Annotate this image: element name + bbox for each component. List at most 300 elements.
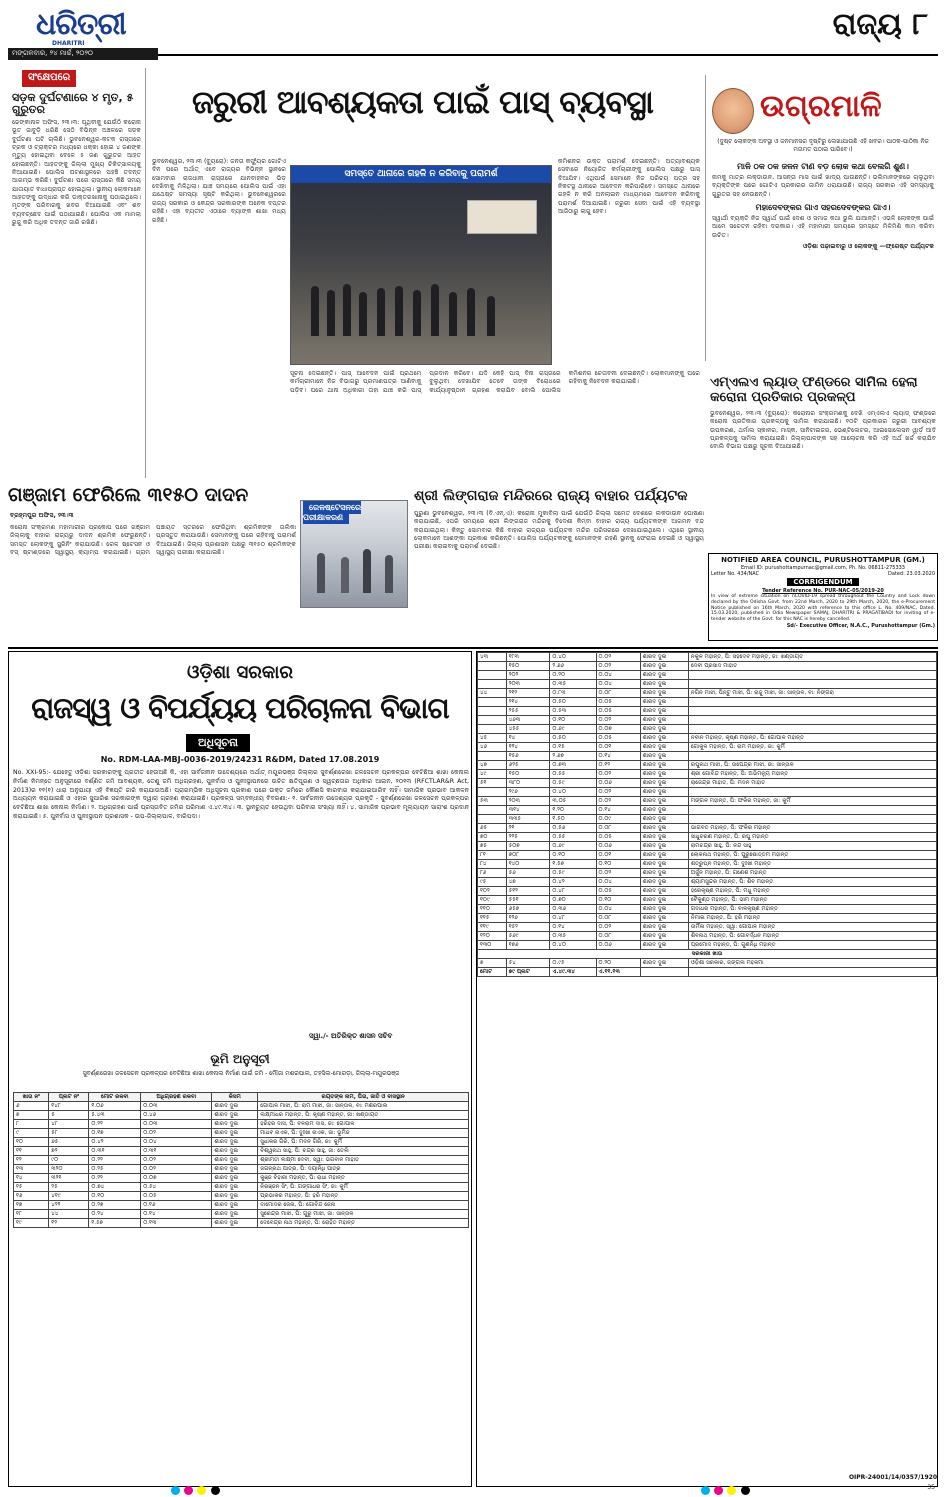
table-cell: ନକୁଳ ମହାନ୍ତ, ପି: ସହଦେବ ମହାନ୍ତ, ଜା: ଖଣ୍ଡାୟତ: [688, 653, 936, 662]
table-cell: ୦.୦୩: [141, 1120, 212, 1129]
table-row: [478, 716, 937, 725]
person-figure: [395, 286, 403, 336]
person-figure: [377, 288, 385, 336]
table-cell: ୭୯ ପ୍ଲଟ: [506, 968, 550, 977]
table-row: [478, 905, 937, 914]
table-cell: ଶାରଦ ଦୁଇ: [640, 878, 688, 887]
table-header-cell: ପ୍ଲଟ ନଂ: [49, 1093, 89, 1102]
person-figure: [431, 284, 439, 336]
table-cell: ୫: [49, 1111, 89, 1120]
table-cell: ଶାରଦ ଦୁଇ: [212, 1165, 258, 1174]
table-cell: ଶାରଦ ଦୁଇ: [640, 923, 688, 932]
table-cell: ୦.୫୦: [550, 734, 596, 743]
table-cell: ୧୪: [506, 734, 550, 743]
notice-tender: Tender Reference No. PUR-NAC-05/2019-20: [762, 588, 884, 594]
table-cell: ଶାରଦ ଦୁଇ: [640, 941, 688, 950]
section-divider: [8, 647, 938, 649]
lingaraj-headline: ଶ୍ରୀ ଲିଙ୍ଗରାଜ ମନ୍ଦିରରେ ରାଜ୍ୟ ବାହାର ପର୍ଯ୍ୟଟକ: [414, 488, 688, 504]
person-figure: [385, 555, 393, 593]
cyan-dot-icon: [171, 1486, 180, 1495]
table-cell: ୦.୪୨: [550, 878, 596, 887]
table-cell: ୬୫୭: [506, 905, 550, 914]
table-cell: ୪୮: [49, 1120, 89, 1129]
person-figure: [341, 557, 349, 593]
table-cell: ୨୦୩: [506, 680, 550, 689]
newspaper-logo-sub: DHARITRI: [52, 40, 85, 47]
table-cell: ୧.୫୭: [89, 1219, 141, 1228]
uggamali-sub1: ମାଳି ଠକ ଠକ ଜଳନ ଟାଣ ବଡ଼ ଲୋକ କଥା ବେଲଗି ଶୁଣ।: [737, 162, 909, 171]
table-cell: ହରେକୃଷ୍ଣ ମହାନ୍ତ, ପି: ମଧୁ ମହାନ୍ତ: [688, 887, 936, 896]
table-cell: ୧.୫୭: [550, 860, 596, 869]
table-row: [14, 1156, 469, 1165]
table-cell: ନିମାଇ ମହାନ୍ତ, ପି: ହରି ମହାନ୍ତ: [688, 914, 936, 923]
table-cell: ୦.୦୨: [596, 770, 640, 779]
table-cell: ୩୧୪: [506, 806, 550, 815]
table-cell: ଶାରଦ ଦୁଇ: [640, 842, 688, 851]
table-cell: ମୋଟ: [478, 968, 507, 977]
table-cell: ୦.୧୨: [596, 761, 640, 770]
table-cell: ୦.୦୩: [141, 1102, 212, 1111]
table-cell: ୯୦: [49, 1156, 89, 1165]
table-cell: ୧୫୨: [506, 923, 550, 932]
schedule-continued: [476, 651, 938, 1487]
table-cell: ୧.୨୦: [550, 806, 596, 815]
table-row: [14, 1147, 469, 1156]
table-cell: ପ୍ରଭାକର ମହାନ୍ତ, ପି: ହରି ମହାନ୍ତ: [258, 1192, 469, 1201]
ad-schedule-title: ଭୂମି ଅନୁସୂଚୀ: [210, 1052, 270, 1066]
table-cell: ୬: [14, 1102, 49, 1111]
table-cell: ୦.୦୨: [596, 653, 640, 662]
table-cell: ୭୦: [478, 833, 507, 842]
table-cell: [688, 752, 936, 761]
table-cell: [478, 725, 507, 734]
table-cell: ଶାରଦ ଦୁଇ: [212, 1192, 258, 1201]
person-figure: [449, 292, 457, 336]
table-cell: ଶାରଦ ଦୁଇ: [212, 1183, 258, 1192]
table-row: [14, 1174, 469, 1183]
table-cell: ସାଧୁଚରଣ ମହାନ୍ତ, ପି: ରଘୁ ମହାନ୍ତ: [688, 833, 936, 842]
table-cell: ୧୨୬: [506, 914, 550, 923]
table-cell: ଶାରଦ ଦୁଇ: [640, 914, 688, 923]
table-cell: ୦.୭୪: [89, 1183, 141, 1192]
uggamali-title: ଉଗ୍ରମାଳି: [760, 89, 882, 124]
table-cell: [688, 968, 936, 977]
table-cell: ୧୭୬: [506, 941, 550, 950]
table-cell: ଶାରଦ ଦୁଇ: [212, 1147, 258, 1156]
notice-org: NOTIFIED AREA COUNCIL, PURUSHOTTAMPUR (GM.): [721, 556, 925, 564]
table-cell: ୫୫୧: [506, 896, 550, 905]
table-cell: ୫.୪୩: [89, 1111, 141, 1120]
table-cell: ୦.୦୪: [596, 671, 640, 680]
table-cell: ୪୯: [478, 770, 507, 779]
government-notification-ad: [8, 651, 472, 1487]
table-cell: [688, 707, 936, 716]
table-cell: ୦.୦୧: [596, 743, 640, 752]
table-cell: ଶାରଦ ଦୁଇ: [640, 932, 688, 941]
table-cell: ୦.୪୮: [550, 914, 596, 923]
person-figure: [359, 292, 367, 336]
lead-photo: [290, 165, 552, 365]
table-cell: ଶାରଦ ଦୁଇ: [640, 851, 688, 860]
table-cell: ଶାରଦ ଦୁଇ: [640, 662, 688, 671]
table-cell: ୧୫: [14, 1183, 49, 1192]
table-cell: ୦.୦୬: [596, 779, 640, 788]
table-cell: ୪୭: [506, 878, 550, 887]
table-cell: ୦.୬୯: [550, 842, 596, 851]
table-cell: ମାଧବ ନାଏକ, ପି: ଦୁଃଖୀ ନାଏକ, ଜା: ଭୂମିଜ: [258, 1129, 469, 1138]
table-cell: ଶାରଦ ଦୁଇ: [640, 815, 688, 824]
uggamali-sign: ଓଡ଼ିଶା ପଢ଼ାଇବାରୁ ଓ ଲୋକଙ୍କୁ —ଫ୍ରେଷ୍ଟ ପର୍ଯ୍ୟଟକ: [803, 243, 934, 251]
table-cell: ସୁଧାକର ଗିରି, ପି: ମଦନ ଗିରି, ଜା: କୁର୍ମି: [258, 1138, 469, 1147]
notice-title: CORRIGENDUM: [787, 578, 858, 586]
table-cell: ୭: [478, 959, 507, 968]
table-cell: ୫୬: [506, 869, 550, 878]
table-cell: ଶାରଦ ଦୁଇ: [212, 1138, 258, 1147]
person-figure: [317, 553, 325, 593]
table-cell: ୦.୫୦: [550, 698, 596, 707]
table-header-cell: ରୟତଙ୍କ ନାମ, ପିତା, ଜାତି ଓ ବାସସ୍ଥାନ: [258, 1093, 469, 1102]
table-cell: ୦.୨୪: [89, 1210, 141, 1219]
table-cell: ଶାରଦ ଦୁଇ: [212, 1201, 258, 1210]
table-cell: ୦.୧୦: [550, 851, 596, 860]
table-row: [478, 896, 937, 905]
ad-department: ରାଜସ୍ୱ ଓ ବିପର୍ଯ୍ୟୟ ପରିଚାଳନା ବିଭାଗ: [31, 691, 449, 725]
table-cell: ଶାରଦ ଦୁଇ: [640, 770, 688, 779]
table-cell: ୦.୦୨: [141, 1165, 212, 1174]
table-cell: ୧୧୯: [478, 923, 507, 932]
table-cell: ୨୦୩: [506, 797, 550, 806]
table-cell: ୦.୦୯: [596, 815, 640, 824]
table-cell: ଶାରଦ ଦୁଇ: [640, 959, 688, 968]
table-row: [478, 851, 937, 860]
table-cell: ୭୨: [49, 1147, 89, 1156]
table-cell: ୪୪: [478, 689, 507, 698]
table-cell: ୧୨୦: [478, 932, 507, 941]
person-figure: [363, 549, 371, 593]
table-cell: ୧୨: [49, 1219, 89, 1228]
uggamali-content: [712, 158, 934, 252]
table-cell: ରାମଚନ୍ଦ୍ର ସାହୁ, ପି: ନନ୍ଦ ସାହୁ: [688, 842, 936, 851]
table-cell: ୬୨୫: [506, 761, 550, 770]
table-cell: ଲୋକନାଥ ମହାନ୍ତ, ପି: ପୁରୁଷୋତ୍ତମ ମହାନ୍ତ: [688, 851, 936, 860]
table-row: [478, 770, 937, 779]
table-cell: ଶାରଦ ଦୁଇ: [640, 725, 688, 734]
table-cell: ୦.୫୬: [550, 824, 596, 833]
table-row: [478, 815, 937, 824]
ad-signature: ସ୍ୱା./- ଅତିରିକ୍ତ ଶାସନ ସଚିବ: [309, 1032, 393, 1040]
table-cell: ୧୧୦: [478, 905, 507, 914]
table-cell: ୦.୫୩: [550, 707, 596, 716]
table-cell: [478, 752, 507, 761]
table-cell: ୪୫୫: [506, 725, 550, 734]
table-cell: ୦.୦୮: [596, 689, 640, 698]
table-row: [14, 1111, 469, 1120]
table-cell: ସୁରେନ୍ଦ୍ର ମାଝୀ, ପି: ଗୁରୁ ମାଝୀ, ଜା: ସାନ୍ତାଳ: [258, 1210, 469, 1219]
table-cell: ନବୀନ ମହାନ୍ତ, କୃଷ୍ଣ ମହାନ୍ତ, ପି: ଗୋପାଳ ମହାନ୍ତ: [688, 734, 936, 743]
table-cell: ୨୧: [506, 824, 550, 833]
table-row: [478, 761, 937, 770]
table-cell: ୪୬୩: [506, 716, 550, 725]
table-cell: ୦.୦୨: [596, 788, 640, 797]
table-cell: [478, 815, 507, 824]
table-cell: ଶାରଦ ଦୁଇ: [212, 1156, 258, 1165]
table-cell: ୦.୦୨: [596, 716, 640, 725]
ad-govt: ଓଡ଼ିଶା ସରକାର: [187, 662, 293, 683]
table-cell: ୦.୦୭: [596, 725, 640, 734]
table-cell: ଶାରଦ ଦୁଇ: [640, 734, 688, 743]
table-cell: ଶାରଦ ଦୁଇ: [212, 1111, 258, 1120]
table-cell: ୦.୨୦: [550, 671, 596, 680]
table-cell: ୩୮୦: [506, 779, 550, 788]
table-cell: ୫୧୨: [506, 887, 550, 896]
masthead: [8, 4, 938, 56]
ad-text: No. XXI-95:- ଯେହେତୁ ଓଡ଼ିଶା ସରକାରଙ୍କୁ ପ୍ରତୀତ ହେଉଅଛି କି, ଏହା ସାର୍ବଜନୀନ ଉଦ୍ଦେଶ୍ୟରେ ଅର୍ଥାତ୍ ମୟୂରଭଞ୍ଜ ଜିଲ୍ଲାର ସୁବର୍ଣ୍ଣରେଖା ଜଳସେଚନ ପ୍ରକଳ୍ପର ବେଟିଛିଆ ଶାଖା କେନାଲ ନିର୍ମାଣ ନିମନ୍ତେ ଅନୁସୂଚୀରେ ବର୍ଣ୍ଣିତ ଜମି ଆବଶ୍ୟକ, ତେଣୁ ଜମି ଅଧିଗ୍ରହଣ, ପୁନର୍ବାସ ଓ ପୁନଃସ୍ଥାପନରେ ଉଚିତ କ୍ଷତିପୂରଣ ଓ ସ୍ୱଚ୍ଛତାର ଅଧିକାର ଆଇନ, ୨୦୧୩ (RFCTLAR&R Act, 2013)ର ୧୧(୧) ଧାରା ଅନୁଯାୟୀ ଏହି ବିଜ୍ଞପ୍ତି ଜାରି କରାଯାଉଅଛି। ପ୍ରାରମ୍ଭିକ ଅଧିସୂଚନା ପ୍ରକାଶ ପରେ ଉକ୍ତ ଜମିରେ କୌଣସି କାରବାର କରାଯାଇପାରିବ ନାହିଁ। ସାମାଜିକ ପ୍ରଭାବ ଆକଳନ ଅଧ୍ୟୟନ କରାଯାଇଛି ଓ ଏହାର ସୁପାରିଶ ସରକାରଙ୍କ ଦ୍ୱାରା ଗ୍ରହଣ କରାଯାଇଛି। ପ୍ରକଳ୍ପ ସମ୍ବନ୍ଧୀୟ ବିବରଣୀ:- ୧. ସାର୍ବଜନୀନ ଉଦ୍ଦେଶ୍ୟର ପ୍ରକୃତି - ସୁବର୍ଣ୍ଣରେଖା ଜଳସେଚନ ପ୍ରକଳ୍ପର ବେଟିଛିଆ ଶାଖା କେନାଲ ନିର୍ମାଣ। ୨. ଅଧିଗ୍ରହଣ ପାଇଁ ପ୍ରସ୍ତାବିତ ଜମିର ପରିମାଣ ଏ.୪୯.୩୪। ୩. ସ୍ଥାନଚ୍ୟୁତ ହେଉଥିବା ପରିବାର ସଂଖ୍ୟା ନାହିଁ। ୪. ସାମାଜିକ ପ୍ରଭାବ ମୂଲ୍ୟାୟନ ସାରାଂଶ ପ୍ରଦାନ କରାଯାଇଛି। ୫. ପୁନର୍ବାସ ଓ ପୁନଃସ୍ଥାପନ ପ୍ରଶାସକ - ଉପ-ଜିଲ୍ଲାପାଳ, ବାରିପଦା।: [13, 769, 469, 820]
color-registration-marks: [700, 1486, 751, 1497]
table-cell: ୦.୨୫: [89, 1165, 141, 1174]
table-cell: ଶାରଦ ଦୁଇ: [212, 1120, 258, 1129]
black-dot-icon: [211, 1486, 220, 1495]
table-cell: ୦.୮୩: [550, 689, 596, 698]
table-header-cell: ମୋଟ ରକବା: [89, 1093, 141, 1102]
table-cell: ୦.୫୪: [141, 1183, 212, 1192]
table-cell: ପ୍ରମୋଦ ମହାନ୍ତ, ପି: ଗୁଣନିଧି ମହାନ୍ତ: [688, 941, 936, 950]
table-row: [478, 734, 937, 743]
table-row: [14, 1219, 469, 1228]
table-row: [478, 833, 937, 842]
notice-date: Dated: 23.03.2020: [887, 571, 935, 577]
table-cell: ୧୪୮: [49, 1102, 89, 1111]
table-cell: ୧୫୦: [506, 770, 550, 779]
table-cell: ଶାରଦ ଦୁଇ: [640, 896, 688, 905]
table-cell: ୦.୦୮: [596, 932, 640, 941]
table-cell: ୧୮୩: [506, 653, 550, 662]
table-row: [14, 1129, 469, 1138]
table-cell: ୧୪: [14, 1174, 49, 1183]
table-cell: ଶ୍ୟାମସୁନ୍ଦର ମହାନ୍ତ, ପି: ଶିବ ମହାନ୍ତ: [688, 878, 936, 887]
table-row: [14, 1210, 469, 1219]
person-figure: [311, 286, 319, 336]
table-cell: ଶାରଦ ଦୁଇ: [640, 869, 688, 878]
person-figure: [413, 290, 421, 336]
table-cell: ୦.୭୦: [550, 896, 596, 905]
magenta-dot-icon: [714, 1486, 723, 1495]
table-cell: ଲକ୍ଷ୍ମୀଧର ମହାନ୍ତ, ପି: କୃଷ୍ଣ ମହାନ୍ତ, ଜା: ଖଣ୍ଡାୟତ: [258, 1111, 469, 1120]
ad-notification-label: ଅଧିସୂଚନା: [186, 734, 250, 752]
table-row: [478, 950, 937, 959]
table-cell: ଶାରଦ ଦୁଇ: [212, 1129, 258, 1138]
briefs-body: ଢେଙ୍କାନାଳ ଅଫିସ, ୨୩।୩: ପୃଥିବୀକୁ ଯେଉଁଠି କରୋନା ଭୂତ ଜାବୁଡ଼ି ଧରିଛି ସେଠି ବିଭିନ୍ନ ଅଞ୍ଚଳରେ ସଡ଼କ ଦୁର୍ଘଟଣା ଘଟି ଚାଲିଛି। ଭୁବନେଶ୍ୱର-କଟକ ରାସ୍ତାରେ ଟ୍ରକ ଓ ଟ୍ରାକ୍ଟର ମଧ୍ୟରେ ଧକ୍କା ହୋଇ ୪ ଜଣଙ୍କ ମୃତ୍ୟୁ ହୋଇଥିବା ବେଳେ ୫ ଜଣ ଗୁରୁତର ଆହତ ହୋଇଛନ୍ତି। ଆହତଙ୍କୁ ଜିଲ୍ଲା ମୁଖ୍ୟ ଚିକିତ୍ସାଳୟକୁ ନିଆଯାଇଛି। ପୋଲିସ ଘଟଣାସ୍ଥଳରେ ପହଞ୍ଚି ତଦନ୍ତ ଆରମ୍ଭ କରିଛି। ଦୁର୍ଘଟଣା ପରେ ରାସ୍ତାରେ କିଛି ସମୟ ଯାତାୟାତ ବାଧାପ୍ରାପ୍ତ ହୋଇଥିଲା। ସ୍ଥାନୀୟ ଲୋକମାନେ ଆହତଙ୍କୁ ଉଦ୍ଧାର କରି ଡାକ୍ତରଖାନାକୁ ପଠାଇଥିଲେ। ମୃତଙ୍କ ପରିବାରକୁ ଖବର ଦିଆଯାଇଛି ଏବଂ ଶବ ବ୍ୟବଚ୍ଛେଦ ପାଇଁ ପଠାଯାଇଛି। ପୋଲିସ ଏକ ମାମଲା ରୁଜୁ କରି ଅଧିକ ତଦନ୍ତ ଜାରି ରଖିଛି।: [12, 118, 141, 227]
table-cell: ୦.୪୦: [550, 653, 596, 662]
table-cell: ୦.୪୦: [550, 941, 596, 950]
table-cell: ୦.୪୨: [89, 1138, 141, 1147]
screening-photo: [300, 500, 408, 608]
table-cell: ୨୯୬: [506, 788, 550, 797]
table-cell: ଦେବେନ୍ଦ୍ର ନାଥ ମହାନ୍ତ, ପି: ରୋହିତ ମହାନ୍ତ: [258, 1219, 469, 1228]
table-cell: ୧.୫୦: [550, 815, 596, 824]
table-cell: ଶାରଦ ଦୁଇ: [640, 761, 688, 770]
table-cell: ୯: [14, 1129, 49, 1138]
table-cell: ୦.୭୩: [550, 761, 596, 770]
corrigendum-notice: [708, 553, 938, 641]
lead-col-2: କମିଶନର ଉକ୍ତ ପରାମର୍ଶ ଦେଇଛନ୍ତି। ଅତ୍ୟାବଶ୍ୟକ ସେବାରେ ନିୟୋଜିତ କର୍ମଚାରୀଙ୍କୁ ପୋଲିସ ପକ୍ଷରୁ ପାସ୍ ଦିଆଯିବ। ଏଥିପାଇଁ ସେମାନେ ନିଜ ପରିଚୟ ପତ୍ର ସହ ନିକଟସ୍ଥ ଥାନାରେ ଆବେଦନ କରିପାରିବେ। ସମସ୍ତେ ଥାନାରେ ଗହଳି ନ କରି ଅନଲାଇନ ମାଧ୍ୟମରେ ଆବେଦନ କରିବାକୁ ପରାମର୍ଶ ଦିଆଯାଇଛି। ଜରୁରୀ ସେବା ପାଇଁ ଏହି ବ୍ୟବସ୍ଥା ଆଜିଠାରୁ ଲାଗୁ ହେବ।: [558, 158, 700, 216]
notice-body: In view of extreme situation on nCOVID-19 spread throughout the Country and Lock down declared by the Odisha Govt. from 22nd March, 2020 to 29th March, 2020, the e-Procurement Notice published on 16th March, 2020 with reference to this office L. No. 409/NAC, Dated. 15.03.2020, published in Odia Newspaper SAMAJ, DHARITRI & PRAGATIBADI for inviting of e-tender website of the Govt. for this NAC is hereby cancelled.: [711, 594, 935, 623]
lead-photo-caption: ସମସ୍ତେ ଥାନାରେ ଗହଳି ନ କରିବାକୁ ପରାମର୍ଶ: [291, 166, 551, 183]
table-row: [14, 1102, 469, 1111]
table-cell: ୧୭: [14, 1201, 49, 1210]
uggamali-body1: ନାମକୁ ମାତ୍ର ଲକ୍ଡାଉନ, ଆସନ୍ତା ମାସ ପାଇଁ ଖାଦ୍ୟ ପାଉଛନ୍ତି। ଭଲିମାନଙ୍କରେ ଚାଲୁଥିବା ବ୍ୟକ୍ତିଙ୍କ ପରେ ଗୋଟିଏ ପ୍ରକାରର ଜାମିନ ଧରାଯାଉଛି। ରାଜ୍ୟ ସରକାର ଏହି ସମସ୍ୟାକୁ ଗୁରୁତର ସହ ନେଉଛନ୍ତି।: [712, 174, 934, 198]
table-cell: ଶାରଦ ଦୁଇ: [212, 1210, 258, 1219]
table-cell: [478, 680, 507, 689]
page-number: 35: [927, 1484, 935, 1491]
table-row: [478, 797, 937, 806]
table-cell: ୧୬: [14, 1192, 49, 1201]
table-cell: ୦.୫୯: [550, 869, 596, 878]
briefs-kicker: ସଂକ୍ଷେପରେ: [22, 70, 76, 87]
table-cell: ୧୦: [14, 1138, 49, 1147]
table-cell: ଦାମୋଦର ଜେନା, ପି: ଗୋବିନ୍ଦ ଜେନା: [258, 1201, 469, 1210]
table-cell: ୦.୪୦: [550, 788, 596, 797]
table-cell: ୫୧: [478, 779, 507, 788]
table-row: [478, 680, 937, 689]
table-cell: ୨୫: [49, 1183, 89, 1192]
table-row: [478, 824, 937, 833]
table-cell: ମଙ୍ଗଳ ମହାନ୍ତ, ପି: ଫକିର ମହାନ୍ତ, ଜା: କୁର୍ମି: [688, 797, 936, 806]
briefs-headline: ସଡ଼କ ଦୁର୍ଘଟଣାରେ ୪ ମୃତ, ୫ ଗୁରୁତର: [12, 90, 134, 117]
table-cell: ୦.୦୪: [596, 680, 640, 689]
table-cell: ୧୧୫: [478, 914, 507, 923]
notice-email: Email ID: purushottampurnac@gmail.com, Ph. No. 06811-275333: [741, 564, 905, 571]
table-cell: ୩.୦୫: [550, 797, 596, 806]
mla-body: ଭୁବନେଶ୍ୱର, ୨୩।୩ (ବ୍ୟୁରୋ): କରୋନାର ସଂକ୍ରମଣକୁ ଦେଖି ଏମ୍ଏଲଏ ଲ୍ୟାଡ୍ ଫଣ୍ଡରେ କରୋନା ପ୍ରତିକାର ପ୍ରକଳ୍ପକୁ ସାମିଲ କରାଯାଇଛି। ୧୦ଟି ପ୍ରକାରର ଜରୁରୀ ଆବଶ୍ୟକ ଉପକରଣ, ଥର୍ମାଲ ସ୍କାନର, ମାସ୍କ, ସାନିଟାଇଜର, ଭେଣ୍ଟିଲେଟର, ଆଇସୋଲେସନ ୱାର୍ଡ଼ ଆଦି ପ୍ରକଳ୍ପକୁ ସାମିଲ କରାଯାଇଛି। ଜିଲ୍ଲାପାଳଙ୍କ ସହ ଆଲୋଚନା କରି ଏହି ଅର୍ଥ ଖର୍ଚ୍ଚ କରାଯିବ ବୋଲି ବିଭାଗ ପକ୍ଷରୁ ସୂଚନା ଦିଆଯାଇଛି।: [710, 410, 936, 451]
table-cell: ୧୨୪: [506, 743, 550, 752]
table-cell: ୦.୦୫: [596, 833, 640, 842]
table-cell: ୦.୦୫: [141, 1192, 212, 1201]
table-cell: ୦.୦୨: [141, 1129, 212, 1138]
table-row: [478, 662, 937, 671]
table-header-cell: ଖାତା ନଂ: [14, 1093, 49, 1102]
dateline: ମଙ୍ଗଳବାର, ୨୪ ମାର୍ଚ୍ଚ, ୨୦୨୦: [8, 48, 158, 60]
table-cell: ୮୧: [478, 851, 507, 860]
table-cell: ୯୫: [478, 878, 507, 887]
table-cell: ବିଶ୍ୱନାଥ ସାହୁ, ପି: ଚନ୍ଦ୍ର ସାହୁ, ଜା: ତେଲି: [258, 1147, 469, 1156]
screening-tag: ରେଳଷ୍ଟେସନରେ ପରୀକ୍ଷାକରଣ: [303, 503, 362, 522]
ad-reference: No. RDM-LAA-MBJ-0036-2019/24231 R&DM, Dated 17.08.2019: [100, 755, 380, 764]
table-cell: ଓଡ଼ିଶା ସରକାର, ଜଙ୍ଗଲ ମହକମା: [688, 959, 936, 968]
cyan-dot-icon: [701, 1486, 710, 1495]
table-cell: ୦.୧୦: [550, 716, 596, 725]
uggamali-intro: (ଦୁଷ୍ଟ ଲୋକଙ୍କ ଅବସ୍ଥା ଓ ଜନମାନସର ଦୃଷ୍ଟିରୁ ଲେଖାଯାଉଛି ଏହି ଖବର। ପାଠକ-ପାଠିକା ନିଜ ମତାମତ ପଠାଇ ପାରିବେ।): [717, 138, 929, 154]
table-cell: ଶାରଦ ଦୁଇ: [640, 860, 688, 869]
table-cell: ୧୫୦: [506, 662, 550, 671]
table-cell: ଏ.୧୧.୧୩: [596, 968, 640, 977]
table-cell: ୦.୦୫: [596, 698, 640, 707]
ganjam-dateline: ବ୍ରହ୍ମପୁର ଅଫିସ, ୨୩।୩: [10, 512, 74, 519]
table-cell: ଅର୍ଜୁନ ମହାନ୍ତ, ପି: ଗଣେଶ ମହାନ୍ତ: [688, 869, 936, 878]
table-cell: ୦.୪୬: [141, 1111, 212, 1120]
table-cell: ୦.୨୦: [596, 959, 640, 968]
table-cell: ରାଜେନ୍ଦ୍ର ମାହାତ, ପି: ମଦନ ମାହାତ: [688, 779, 936, 788]
table-cell: ୦.୦୪: [596, 905, 640, 914]
table-cell: ୩୨୦: [49, 1165, 89, 1174]
signboard-image: [467, 200, 537, 234]
lead-bottom-text: ସୂଚନା ଦେଇଛନ୍ତି। ପାସ୍ ଆବେଦନ ପାଇଁ ପ୍ରଥମେ କର୍ମଚାରୀମାନେ ନିଜ ବିଭାଗରୁ ପ୍ରମାଣପତ୍ର ଆଣିବାକୁ ପଡ଼ିବ। ପରେ ଥାନା ଅଧିକାରୀ ତାହା ଯାଞ୍ଚ କରି ପାସ୍ ପ୍ରଦାନ କରିବେ। ଯଦି କେହି ପାସ୍ ବିନା ରାସ୍ତାରେ ବୁଲୁଥିବା ଦେଖାଯିବ ତେବେ ତାଙ୍କ ବିରୋଧରେ କାର୍ଯ୍ୟାନୁଷ୍ଠାନ ଗ୍ରହଣ କରାଯିବ ବୋଲି ପୋଲିସ କମିଶନର ଚେତାବନୀ ଦେଇଛନ୍ତି। ଲୋକମାନଙ୍କୁ ଘରେ ରହିବାକୁ ନିବେଦନ କରାଯାଇଛି।: [290, 370, 700, 394]
table-cell: ଶିବନାଥ ମହାନ୍ତ, ପି: ଗୋବର୍ଦ୍ଧନ ମହାନ୍ତ: [688, 932, 936, 941]
table-cell: ୦.୧୫: [550, 743, 596, 752]
table-cell: ୨୦୨: [506, 671, 550, 680]
table-cell: ଉର୍ମିଳା ମହାନ୍ତ, ସ୍ୱା: ଗୋପାଳ ମହାନ୍ତ: [688, 923, 936, 932]
table-cell: ଭାଗବତ ମହାନ୍ତ, ପି: ଫକିର ମହାନ୍ତ: [688, 824, 936, 833]
table-cell: ୦.୫୯: [550, 779, 596, 788]
table-cell: ୦.୦୫: [596, 734, 640, 743]
table-row: [478, 941, 937, 950]
table-cell: ୬୫: [478, 824, 507, 833]
table-row: [478, 725, 937, 734]
table-cell: ନିରଞ୍ଜନ ସିଂ, ପି: ଗଙ୍ଗାଧର ସିଂ, ଜା: କୁର୍ମି: [258, 1183, 469, 1192]
table-cell: ୦.୧୪: [596, 806, 640, 815]
table-cell: ଶାରଦ ଦୁଇ: [640, 716, 688, 725]
table-cell: [478, 707, 507, 716]
table-cell: ୧୦୨: [478, 887, 507, 896]
ganjam-body: କରୋନା ସଂକ୍ରମଣ ମହାମାରୀର ପ୍ରକୋପ ପରେ ଗଞ୍ଜାମ ଜିଲ୍ଲାକୁ ବାହାର ରାଜ୍ୟରୁ ଦାଦନ ଶ୍ରମିକ ଫେରୁଛନ୍ତି। ସମସ୍ତ ଲୋକଙ୍କୁ ସ୍କ୍ରିନିଂ କରାଯାଉଛି। ରେଳ ଷ୍ଟେସନ ଓ ବସ୍ ଷ୍ଟାଣ୍ଡରେ ସ୍ୱାସ୍ଥ୍ୟ କ୍ୟାମ୍ପ କରାଯାଇଛି। ଗ୍ରାମ ପଞ୍ଚାୟତ ସ୍ତରରେ ଫେରିଥିବା ଶ୍ରମିକଙ୍କ ତାଲିକା ପ୍ରସ୍ତୁତ କରାଯାଉଛି। ସେମାନଙ୍କୁ ଘରେ ରହିବାକୁ ପରାମର୍ଶ ଦିଆଯାଇଛି। ଜିଲ୍ଲା ପ୍ରଶାସନ ପକ୍ଷରୁ ୩୧୫୦ ଶ୍ରମିକଙ୍କ ସ୍ୱାସ୍ଥ୍ୟ ପରୀକ୍ଷା କରାଯାଇଛି।: [10, 524, 296, 557]
uggamali-body2: ସ୍ୱାର୍ଥୀ ବ୍ୟକ୍ତି ନିଜ ସ୍ୱାର୍ଥ ପାଇଁ ଦେଶ ଓ ସମାଜ କଥା ଭୁଲି ଯାଆନ୍ତି। ଏଭଳି ଲୋକଙ୍କ ପାଇଁ ଆମେ ସଚେତନ ରହିବା ଦରକାର। ଏହି ମହାମାରୀ ସମୟରେ ସମସ୍ତେ ମିଳିମିଶି କାମ କରିବା ଉଚିତ।: [712, 215, 934, 239]
table-cell: [688, 815, 936, 824]
table-cell: ୦.୦୨: [596, 869, 640, 878]
table-cell: ୨.୬୬: [550, 662, 596, 671]
table-row: [478, 869, 937, 878]
table-row: [478, 842, 937, 851]
table-cell: ୪୧୯: [49, 1192, 89, 1201]
table-cell: ହରିହର ଦାସ, ପି: ବଳରାମ ଦାସ, ଜା: ଗୋପାଳ: [258, 1120, 469, 1129]
table-cell: ଶତ୍ରୁଘ୍ନ ମହାନ୍ତ, ପି: ଦୁଃଖୀ ମହାନ୍ତ: [688, 860, 936, 869]
table-cell: ୦.୦୨: [596, 797, 640, 806]
table-cell: [688, 698, 936, 707]
table-row: [478, 698, 937, 707]
table-cell: [478, 788, 507, 797]
table-cell: ୦.୧୪: [550, 923, 596, 932]
table-row: [478, 923, 937, 932]
notice-letter: Letter No. 434/NAC: [711, 571, 760, 577]
table-cell: ଦେବୀ ପ୍ରସାଦ ମାହାତ: [688, 662, 936, 671]
table-cell: ଶାରଦ ଦୁଇ: [640, 797, 688, 806]
table-cell: ୬୫: [49, 1138, 89, 1147]
table-cell: ୦.୧୭: [89, 1129, 141, 1138]
table-cell: ୧୦୯: [478, 896, 507, 905]
table-cell: [688, 725, 936, 734]
table-cell: ୨.୬୭: [550, 752, 596, 761]
table-cell: ଶାରଦ ଦୁଇ: [640, 833, 688, 842]
table-cell: ୫୮: [49, 1129, 89, 1138]
mla-headline: ଏମ୍ଏଲଏ ଲ୍ୟାଡ୍ ଫଣ୍ଡରେ ସାମିଲ ହେଲା କରୋନା ପ୍ରତିକାର ପ୍ରକଳ୍ପ: [710, 375, 918, 405]
table-row: [478, 671, 937, 680]
table-row: [478, 779, 937, 788]
person-figure: [327, 290, 335, 336]
table-cell: ଗୋପାଳ ମାଝୀ, ପି: ରାମ ମାଝୀ, ଜା: ସାନ୍ତାଳ, ବା: ମଶରପାଲ: [258, 1102, 469, 1111]
lead-headline: ଜରୁରୀ ଆବଶ୍ୟକତା ପାଇଁ ପାସ୍ ବ୍ୟବସ୍ଥା: [192, 83, 653, 121]
table-cell: ୨୧୨: [506, 689, 550, 698]
yellow-dot-icon: [727, 1486, 736, 1495]
table-cell: ୦.୧୬: [141, 1201, 212, 1210]
table-cell: ଜଗନ୍ନାଥ ପାତ୍ର, ପି: ଦୟାନିଧି ପାତ୍ର: [258, 1165, 469, 1174]
table-cell: ୦.୬୯: [550, 725, 596, 734]
table-row: [478, 752, 937, 761]
table-cell: ୦.୨୨: [89, 1120, 141, 1129]
table-cell: ଶାରଦ ଦୁଇ: [640, 680, 688, 689]
person-figure: [467, 288, 475, 336]
table-cell: ୦.୦୭: [141, 1174, 212, 1183]
table-row: [478, 806, 937, 815]
ad-schedule-subtitle: ସୁବର୍ଣ୍ଣରେଖା ଜଳସେଚନ ପ୍ରକଳ୍ପର ବେଟିଛିଆ ଶାଖା କେନାଲ ନିର୍ମାଣ ପାଇଁ ଜମି - ମୌଜା ମଶରପାଲ, ତହସିଲ-ମୋରଡ଼ା, ଜିଲ୍ଲା-ମୟୂରଭଞ୍ଜ: [82, 1070, 400, 1077]
table-row: [14, 1192, 469, 1201]
